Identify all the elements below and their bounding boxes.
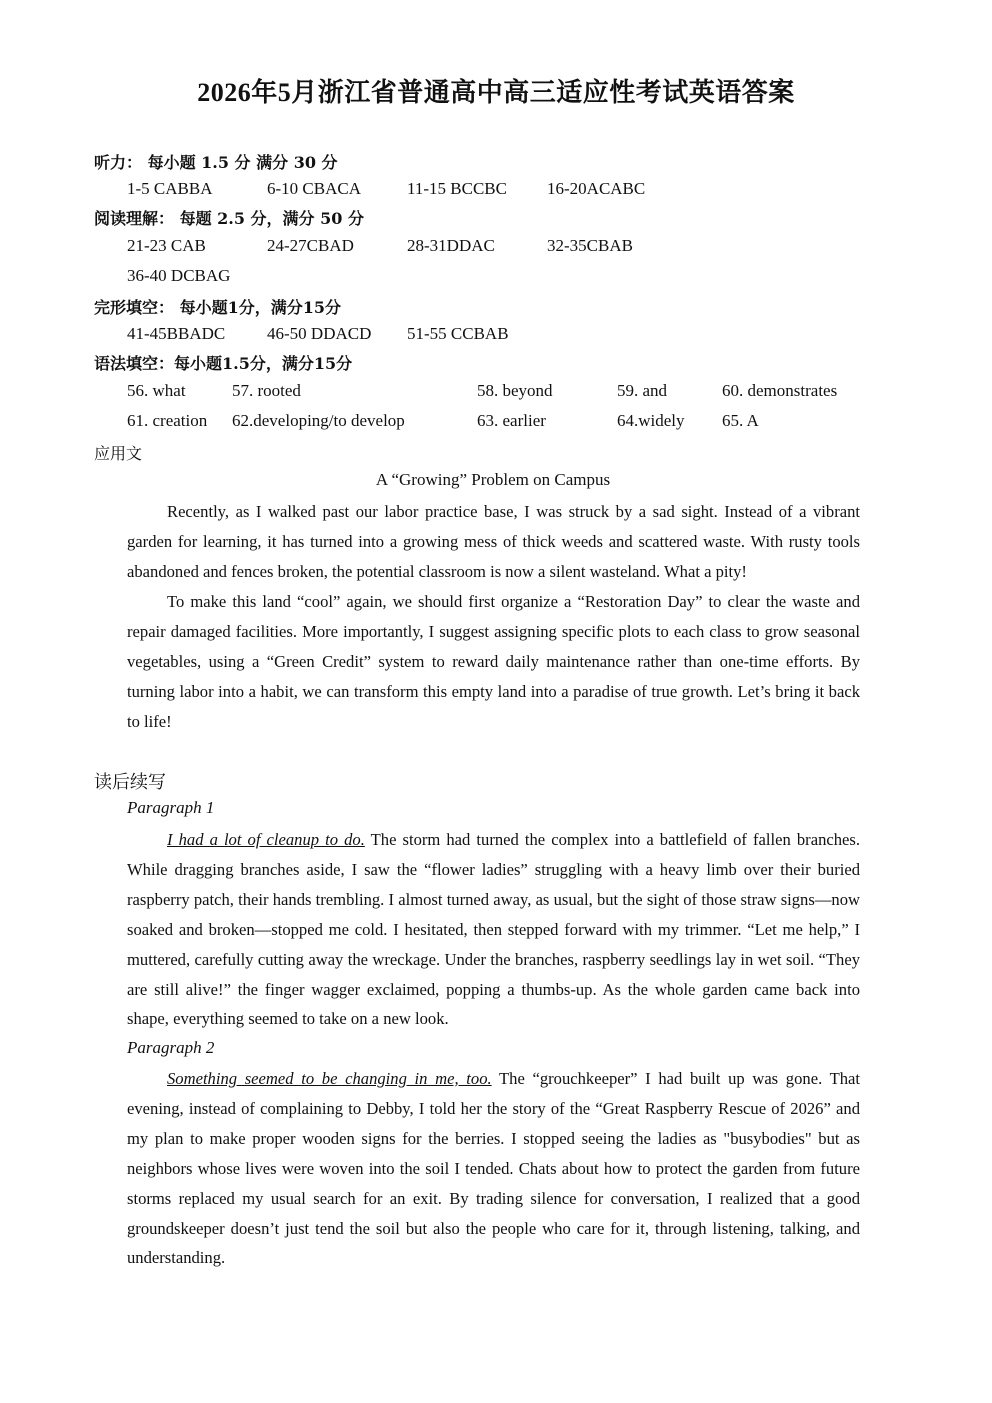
continuation-paragraph-1 xyxy=(127,825,860,1034)
grammar-answer-61: 61. creation xyxy=(127,411,208,430)
grammar-heading: 语法填空：每小题1.5分，满分15分 xyxy=(94,354,353,373)
reading-answer-4: 32-35CBAB xyxy=(547,236,633,255)
reading-answer-3: 28-31DDAC xyxy=(407,236,495,255)
paragraph-2-body: The “grouchkeeper” I had built up was gone. That evening, instead of complaining to Debby, I told her the story of the “Great Raspberry Rescue of 2026” and my plan to make proper wooden signs for the berries. I stopped seeing the ladies as "busybodies" but as neighbors whose lives were woven into the soil I tended. Chats about how to protect the garden from future storms replaced my usual search for an exit. By trading silence for conversation, I realized that a good groundskeeper doesn’t just tend the soil but also the people who care for it, through listening, talking, and understanding. xyxy=(127,1069,860,1268)
listening-answer-1: 1-5 CABBA xyxy=(127,179,213,198)
reading-answer-5: 36-40 DCBAG xyxy=(127,266,231,285)
paragraph-1-body: The storm had turned the complex into a battlefield of fallen branches. While dragging branches aside, I saw the “flower ladies” struggling with a heavy limb over their buried raspberry patch, their hands trembling. I almost turned away, as usual, but the sight of those straw signs—now soaked and broken—stopped me cold. I hesitated, then stepped forward with my trimmer. “Let me help,” I muttered, carefully cutting away the wreckage. Under the branches, raspberry seedlings lay in wet soil. “They are still alive!” the finger wagger exclaimed, popping a thumbs-up. As the whole garden came back into shape, everything seemed to take on a new look. xyxy=(127,830,860,1029)
practical-writing-heading: 应用文 xyxy=(94,444,143,463)
listening-answer-4: 16-20ACABC xyxy=(547,179,646,198)
continuation-paragraph-2 xyxy=(127,1064,860,1273)
cloze-answer-3: 51-55 CCBAB xyxy=(407,324,509,343)
paragraph-1-lead-sentence: I had a lot of cleanup to do. xyxy=(167,830,365,849)
grammar-answer-56: 56. what xyxy=(127,381,186,400)
listening-answer-3: 11-15 BCCBC xyxy=(407,179,507,198)
cloze-answer-2: 46-50 DDACD xyxy=(267,324,372,343)
reading-answer-2: 24-27CBAD xyxy=(267,236,354,255)
paragraph-2-label: Paragraph 2 xyxy=(127,1038,215,1057)
listening-answer-2: 6-10 CBACA xyxy=(267,179,361,198)
grammar-answer-63: 63. earlier xyxy=(477,411,546,430)
continuation-writing-heading: 读后续写 xyxy=(94,772,166,793)
grammar-answer-65: 65. A xyxy=(722,411,759,430)
grammar-answer-60: 60. demonstrates xyxy=(722,381,838,400)
listening-heading: 听力： 每小题 1.5 分 满分 30 分 xyxy=(94,153,338,172)
practical-writing-title: A “Growing” Problem on Campus xyxy=(375,470,611,489)
practical-writing-paragraph-2: To make this land “cool” again, we should first organize a “Restoration Day” to clear the waste and repair damaged facilities. More importantly, I suggest assigning specific plots to each class to grow seasonal vegetables, using a “Green Credit” system to reward daily maintenance rather than one-time efforts. By turning labor into a habit, we can transform this empty land into a paradise of true growth. Let’s bring it back to life! xyxy=(127,592,860,731)
reading-answer-1: 21-23 CAB xyxy=(127,236,206,255)
reading-heading: 阅读理解： 每题 2.5 分，满分 50 分 xyxy=(94,209,364,228)
grammar-answer-58: 58. beyond xyxy=(477,381,553,400)
grammar-answer-59: 59. and xyxy=(617,381,668,400)
paragraph-1-label: Paragraph 1 xyxy=(127,798,215,817)
cloze-heading: 完形填空： 每小题1分，满分15分 xyxy=(94,298,341,317)
grammar-answer-57: 57. rooted xyxy=(232,381,301,400)
practical-writing-paragraph-1: Recently, as I walked past our labor practice base, I was struck by a sad sight. Instead of a vibrant garden for learning, it has turned into a growing mess of thick weeds and scattered waste. With rusty tools abandoned and fences broken, the potential classroom is now a silent wasteland. What a pity! xyxy=(127,502,860,581)
grammar-answer-64: 64.widely xyxy=(617,411,685,430)
page-title: 2026年5月浙江省普通高中高三适应性考试英语答案 xyxy=(197,78,795,107)
paragraph-2-lead-sentence: Something seemed to be changing in me, too. xyxy=(167,1069,492,1088)
cloze-answer-1: 41-45BBADC xyxy=(127,324,226,343)
grammar-answer-62: 62.developing/to develop xyxy=(232,411,405,430)
